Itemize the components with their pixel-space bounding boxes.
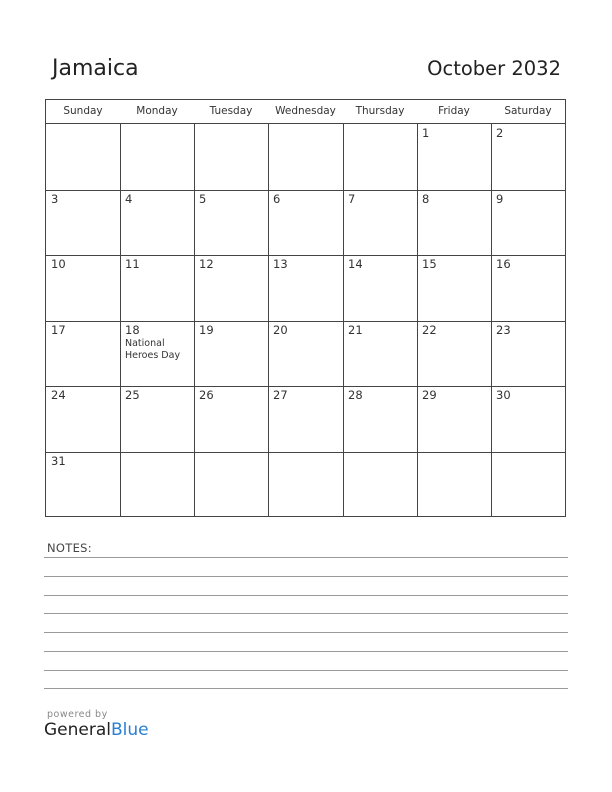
note-line (44, 688, 568, 689)
row-divider (46, 190, 565, 191)
day-number: 21 (348, 322, 363, 337)
weekday-wednesday: Wednesday (275, 105, 336, 117)
day-number: 19 (199, 322, 214, 337)
weekday-header-row (46, 100, 565, 124)
generalblue-logo (44, 720, 149, 740)
day-number: 24 (51, 388, 66, 402)
note-line (44, 632, 568, 633)
day-number: 26 (199, 388, 214, 402)
weekday-sunday: Sunday (63, 105, 103, 117)
note-line (44, 613, 568, 614)
day-number: 14 (348, 257, 363, 271)
day-number: 2 (496, 126, 504, 140)
weekday-friday: Friday (438, 105, 470, 117)
holiday-event (125, 338, 195, 362)
day-number: 12 (199, 257, 214, 271)
note-line (44, 576, 568, 577)
powered-by-text: powered by (47, 709, 108, 720)
country-title: Jamaica (52, 56, 139, 81)
holiday-event-line1: National (125, 337, 165, 349)
brand-general: General (44, 720, 111, 740)
day-number: 9 (496, 191, 504, 206)
day-number: 13 (273, 257, 288, 271)
notes-label: NOTES: (47, 541, 92, 555)
day-number: 29 (422, 388, 437, 402)
row-divider (46, 255, 565, 256)
day-number: 31 (51, 453, 66, 468)
day-number: 3 (51, 191, 59, 206)
day-number: 4 (125, 191, 133, 206)
weekday-monday: Monday (136, 105, 178, 117)
day-number: 22 (422, 322, 437, 337)
brand-blue: Blue (111, 720, 149, 740)
day-number: 25 (125, 388, 140, 402)
weekday-saturday: Saturday (504, 105, 552, 117)
day-number: 16 (496, 257, 511, 271)
day-number: 11 (125, 257, 140, 271)
day-number: 10 (51, 257, 66, 271)
day-number: 7 (348, 191, 356, 206)
weekday-thursday: Thursday (355, 105, 405, 117)
day-number: 30 (496, 388, 511, 402)
note-line (44, 595, 568, 596)
row-divider (46, 452, 565, 453)
note-line (44, 651, 568, 652)
day-number: 28 (348, 388, 363, 402)
month-year-title: October 2032 (427, 57, 561, 80)
day-number: 1 (422, 126, 430, 140)
note-line (44, 670, 568, 671)
day-number: 17 (51, 322, 66, 337)
day-number: 20 (273, 322, 288, 337)
weekday-tuesday: Tuesday (209, 105, 253, 117)
holiday-event-line2: Heroes Day (125, 349, 181, 361)
day-number: 15 (422, 257, 437, 271)
day-number: 23 (496, 322, 511, 337)
day-number: 8 (422, 191, 430, 206)
note-line (44, 557, 568, 558)
day-number: 18 (125, 322, 140, 337)
row-divider (46, 386, 565, 387)
day-number: 6 (273, 191, 281, 206)
day-number: 5 (199, 191, 207, 206)
day-number: 27 (273, 388, 288, 402)
calendar-grid (45, 99, 566, 517)
row-divider (46, 321, 565, 322)
